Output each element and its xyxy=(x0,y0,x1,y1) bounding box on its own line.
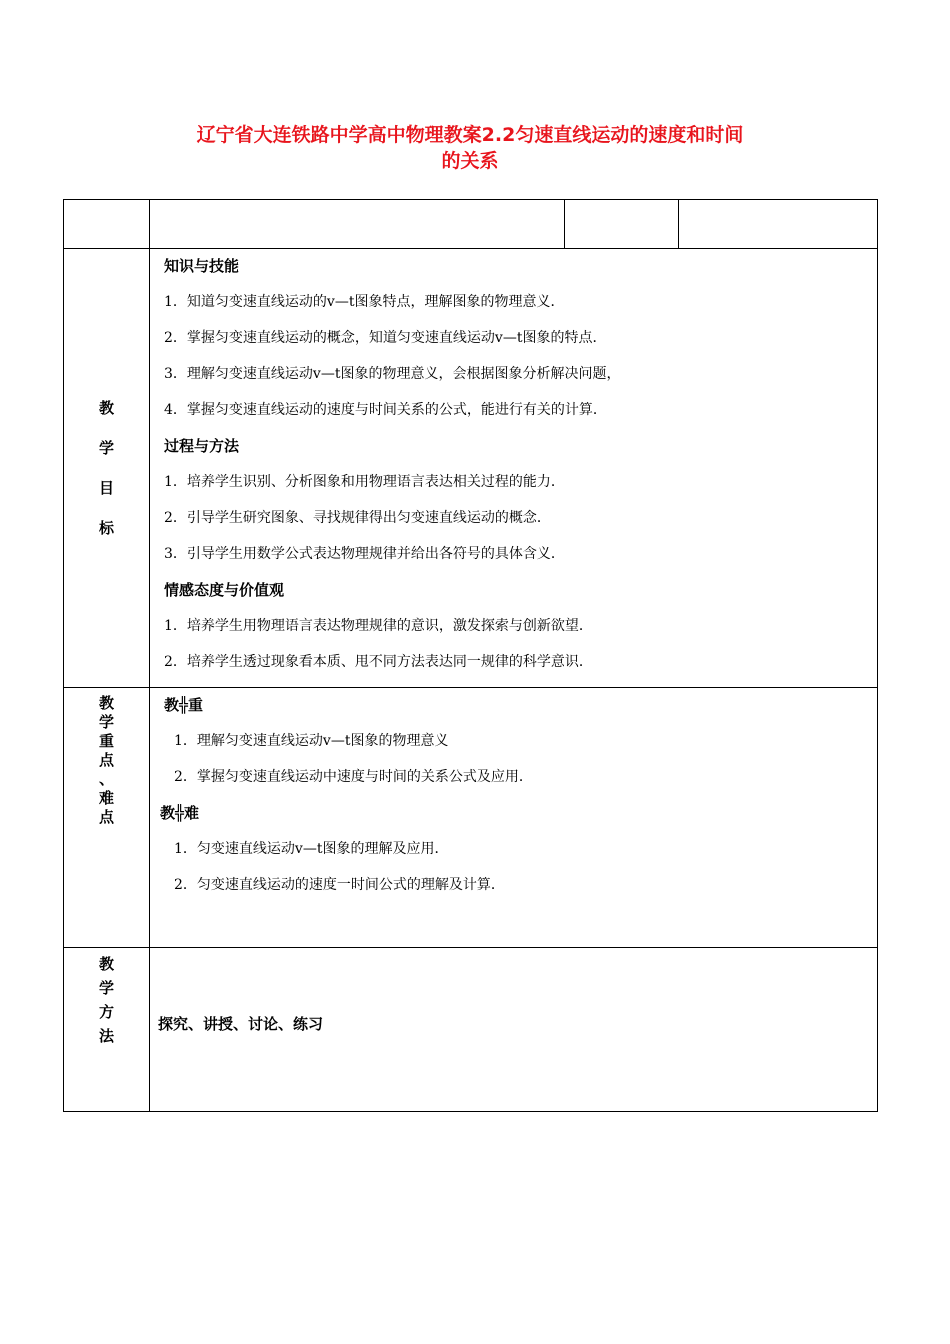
key-points-content xyxy=(150,688,878,948)
list-item: 1．匀变速直线运动v—t图象的理解及应用． xyxy=(174,841,449,857)
header-cell-4 xyxy=(679,200,878,249)
header-row xyxy=(64,200,878,249)
objectives-label: 教 学 目 标 xyxy=(64,249,150,688)
method-text: 探究、讲授、讨论、练习 xyxy=(158,1015,324,1033)
section-heading: 教╬难 xyxy=(160,804,200,822)
list-item: 2．培养学生透过现象看本质、甩不同方法表达同一规律的科学意识． xyxy=(164,654,593,670)
lesson-plan-table xyxy=(63,199,878,1112)
section-heading: 情感态度与价值观 xyxy=(164,581,285,599)
title-line-2: 的关系 xyxy=(441,150,499,172)
header-cell-1 xyxy=(64,200,150,249)
section-heading: 教╬重 xyxy=(164,696,204,714)
list-item: 2．掌握匀变速直线运动的概念，知道匀变速直线运动v—t图象的特点． xyxy=(164,330,607,346)
list-item: 1．培养学生识别、分析图象和用物理语言表达相关过程的能力． xyxy=(164,474,565,490)
list-item: 1．培养学生用物理语言表达物理规律的意识，激发探索与创新欲望． xyxy=(164,618,593,634)
list-item: 2．引导学生研究图象、寻找规律得出匀变速直线运动的概念． xyxy=(164,510,551,526)
objectives-content xyxy=(150,249,878,688)
key-points-label: 教 学 重 点 、 难 点 xyxy=(64,688,150,948)
method-label: 教 学 方 法 xyxy=(64,948,150,1112)
section-heading: 知识与技能 xyxy=(164,257,240,275)
list-item: 1．知道匀变速直线运动的v—t图象特点，理解图象的物理意义． xyxy=(164,294,565,310)
objectives-row xyxy=(64,249,878,688)
list-item: 3．引导学生用数学公式表达物理规律并给出各符号的具体含义． xyxy=(164,546,565,562)
list-item: 1．理解匀变速直线运动v—t图象的物理意义 xyxy=(174,733,449,749)
header-cell-3 xyxy=(565,200,679,249)
list-item: 2．匀变速直线运动的速度一时间公式的理解及计算． xyxy=(174,877,505,893)
key-points-row xyxy=(64,688,878,948)
list-item: 2．掌握匀变速直线运动中速度与时间的关系公式及应用． xyxy=(174,769,533,785)
list-item: 3．理解匀变速直线运动v—t图象的物理意义，会根据图象分析解决问题， xyxy=(164,366,621,382)
list-item: 4．掌握匀变速直线运动的速度与时间关系的公式，能进行有关的计算． xyxy=(164,402,607,418)
title-line-1: 辽宁省大连铁路中学高中物理教案2.2匀速直线运动的速度和时间 xyxy=(196,124,744,146)
header-cell-2 xyxy=(150,200,565,249)
method-content xyxy=(150,948,878,1112)
section-heading: 过程与方法 xyxy=(164,437,240,455)
page-title xyxy=(63,122,877,174)
method-row xyxy=(64,948,878,1112)
